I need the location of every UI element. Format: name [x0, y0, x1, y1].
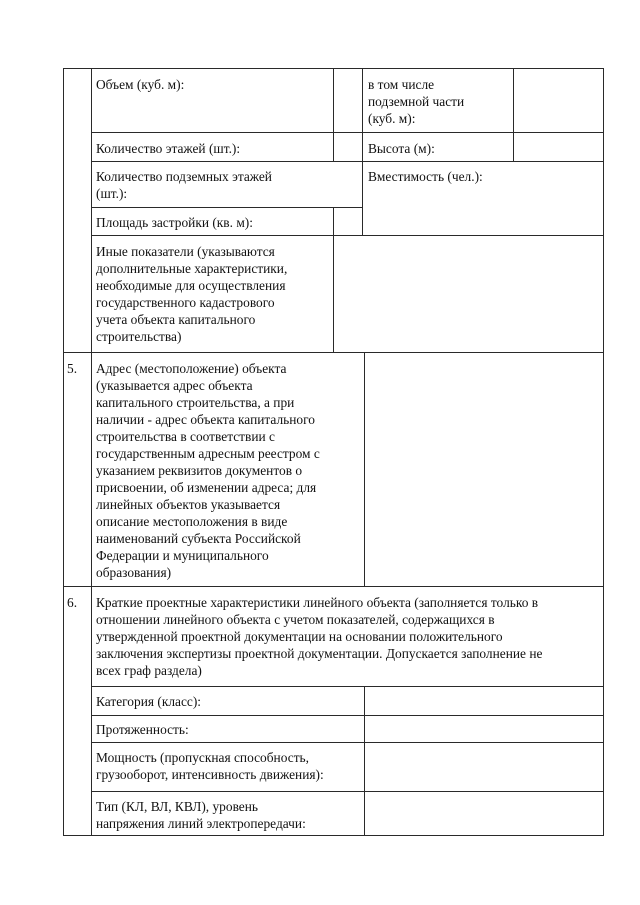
underground-floors-label-line-1: Количество подземных этажей: [96, 169, 272, 184]
other-indicators-line-1: Иные показатели (указываются: [96, 244, 275, 259]
underground-volume-label-line-1: в том числе: [368, 77, 435, 92]
linear-object-heading-line-5: всех граф раздела): [96, 663, 202, 678]
address-label-line-8: присвоении, об изменении адреса; для: [96, 480, 317, 495]
capacity-label: Вместимость (чел.):: [368, 169, 483, 184]
address-label-line-10: описание местоположения в виде: [96, 514, 288, 529]
address-value-cell[interactable]: [365, 353, 603, 586]
linear-capacity-value-cell[interactable]: [365, 743, 603, 791]
other-indicators-line-2: дополнительные характеристики,: [96, 261, 288, 276]
linear-capacity-label-line-2: грузооборот, интенсивность движения):: [96, 767, 324, 782]
address-label-line-11: наименований субъекта Российской: [96, 531, 301, 546]
linear-object-heading-line-4: заключения экспертизы проектной документации. Допускается заполнение не: [96, 646, 543, 661]
row-number-6: 6.: [67, 595, 78, 610]
underground-volume-label-line-2: подземной части: [368, 94, 465, 109]
underground-volume-label-line-3: (куб. м):: [368, 111, 416, 126]
volume-label: Объем (куб. м):: [96, 77, 185, 92]
height-value-cell[interactable]: [514, 133, 603, 161]
address-label-line-12: Федерации и муниципального: [96, 548, 269, 563]
voltage-label-line-2: напряжения линий электропередачи:: [96, 816, 306, 831]
linear-capacity-label-line-1: Мощность (пропускная способность,: [96, 750, 310, 765]
underground-volume-value-cell[interactable]: [514, 69, 603, 132]
built-area-value-cell[interactable]: [334, 208, 362, 235]
address-label-line-6: государственным адресным реестром с: [96, 446, 320, 461]
address-label-line-1: Адрес (местоположение) объекта: [96, 361, 287, 376]
other-indicators-line-4: государственного кадастрового: [96, 295, 275, 310]
built-area-label: Площадь застройки (кв. м):: [96, 215, 253, 230]
row-number-5: 5.: [67, 361, 78, 376]
voltage-value-cell[interactable]: [365, 792, 603, 835]
voltage-label-line-1: Тип (КЛ, ВЛ, КВЛ), уровень: [96, 799, 259, 814]
other-indicators-value-cell[interactable]: [334, 236, 603, 352]
address-label-line-5: строительства в соответствии с: [96, 429, 275, 444]
capacity-value-cell[interactable]: [363, 162, 603, 235]
linear-object-heading-line-3: утвержденной проектной документации на основании положительного: [96, 629, 503, 644]
height-label: Высота (м):: [368, 141, 435, 156]
address-label-line-3: капитального строительства, а при: [96, 395, 295, 410]
length-label: Протяженность:: [96, 722, 189, 737]
linear-object-heading-line-1: Краткие проектные характеристики линейного объекта (заполняется только в: [96, 595, 539, 610]
address-label-line-7: указанием реквизитов документов о: [96, 463, 303, 478]
other-indicators-line-5: учета объекта капитального: [96, 312, 256, 327]
linear-object-heading-line-2: отношении линейного объекта с учетом показателей, содержащихся в: [96, 612, 495, 627]
other-indicators-line-3: необходимые для осуществления: [96, 278, 286, 293]
address-label-line-2: (указывается адрес объекта: [96, 378, 253, 393]
underground-floors-label-line-2: (шт.):: [96, 186, 128, 201]
other-indicators-line-6: строительства): [96, 329, 182, 344]
floors-value-cell[interactable]: [334, 133, 362, 161]
category-value-cell[interactable]: [365, 687, 603, 715]
floors-label: Количество этажей (шт.):: [96, 141, 241, 156]
length-value-cell[interactable]: [365, 716, 603, 742]
address-label-line-9: линейных объектов указывается: [96, 497, 281, 512]
address-label-line-13: образования): [96, 565, 172, 580]
category-label: Категория (класс):: [96, 694, 202, 709]
volume-value-cell[interactable]: [334, 69, 362, 132]
address-label-line-4: наличии - адрес объекта капитального: [96, 412, 315, 427]
